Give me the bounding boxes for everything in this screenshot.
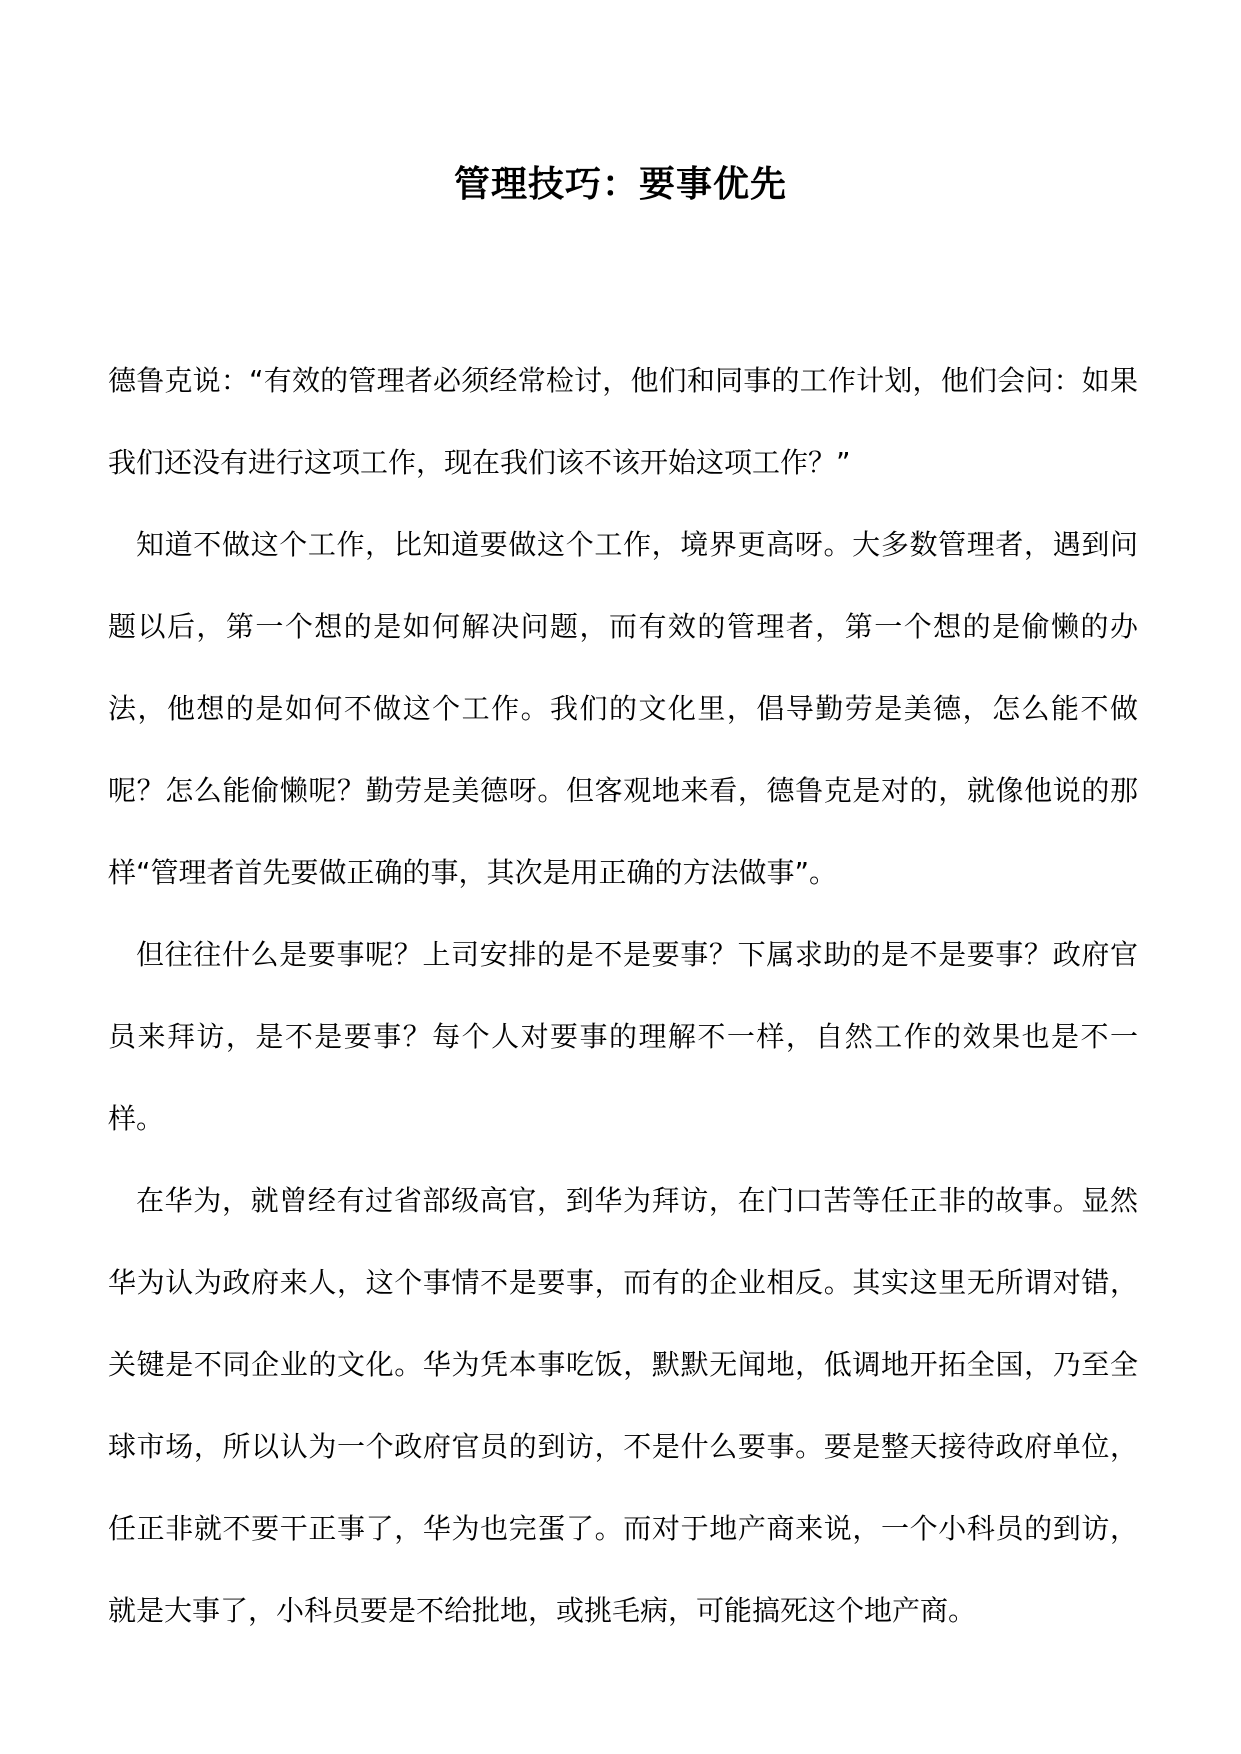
paragraph-4: 在华为，就曾经有过省部级高官，到华为拜访，在门口苦等任正非的故事。显然华为认为政府来人，这个事情不是要事，而有的企业相反。其实这里无所谓对错，关键是不同企业的文化。华为凭本事吃饭，默默无闻地，低调地开拓全国，乃至全球市场，所以认为一个政府官员的到访，不是什么要事。要是整天接待政府单位，任正非就不要干正事了，华为也完蛋了。而对于地产商来说，一个小科员的到访，就是大事了，小科员要是不给批地，或挑毛病，可能搞死这个地产商。	[108, 1184, 1138, 1627]
document-title: 管理技巧：要事优先	[453, 164, 787, 205]
paragraph-2: 知道不做这个工作，比知道要做这个工作，境界更高呀。大多数管理者，遇到问题以后，第一个想的是如何解决问题，而有效的管理者，第一个想的是偷懒的办法，他想的是如何不做这个工作。我们的文化里，倡导勤劳是美德，怎么能不做呢？怎么能偷懒呢？勤劳是美德呀。但客观地来看，德鲁克是对的，就像他说的那样“管理者首先要做正确的事，其次是用正确的方法做事”。	[108, 528, 1138, 889]
paragraph-1: 德鲁克说：“有效的管理者必须经常检讨，他们和同事的工作计划，他们会问：如果我们还没有进行这项工作，现在我们该不该开始这项工作？”	[108, 364, 1138, 479]
paragraph-3: 但往往什么是要事呢？上司安排的是不是要事？下属求助的是不是要事？政府官员来拜访，是不是要事？每个人对要事的理解不一样，自然工作的效果也是不一样。	[108, 938, 1138, 1135]
document-body	[108, 340, 1138, 1652]
